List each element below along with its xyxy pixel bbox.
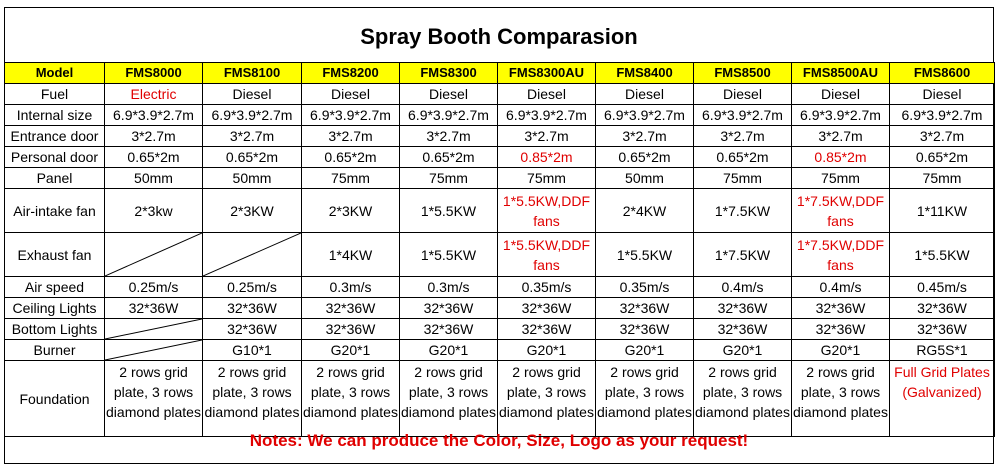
- table-cell: G20*1: [792, 340, 890, 361]
- table-cell: 32*36W: [694, 319, 792, 340]
- table-cell: 1*5.5KW,DDF fans: [498, 189, 596, 233]
- table-cell: Full Grid Plates (Galvanized): [890, 361, 995, 437]
- table-cell: 0.4m/s: [694, 277, 792, 298]
- table-cell: 32*36W: [498, 319, 596, 340]
- table-cell: 2 rows grid plate, 3 rows diamond plates: [302, 361, 400, 437]
- table-cell: 2 rows grid plate, 3 rows diamond plates: [596, 361, 694, 437]
- table-cell: 0.25m/s: [203, 277, 302, 298]
- header-cell-fms8500: FMS8500: [694, 63, 792, 84]
- table-cell: 32*36W: [890, 298, 995, 319]
- table-cell: 1*5.5KW: [400, 233, 498, 277]
- table-cell: 3*2.7m: [203, 126, 302, 147]
- table-cell: 3*2.7m: [694, 126, 792, 147]
- table-cell: 1*5.5KW: [596, 233, 694, 277]
- header-cell-fms8500au: FMS8500AU: [792, 63, 890, 84]
- table-cell: 32*36W: [890, 319, 995, 340]
- row-label: Foundation: [5, 361, 105, 437]
- table-cell: 3*2.7m: [498, 126, 596, 147]
- table-cell: 2 rows grid plate, 3 rows diamond plates: [498, 361, 596, 437]
- table-cell: 0.65*2m: [105, 147, 203, 168]
- empty-cell: [203, 233, 302, 277]
- table-row: [5, 319, 995, 340]
- table-cell: 0.65*2m: [596, 147, 694, 168]
- table-cell: Diesel: [890, 84, 995, 105]
- table-cell: Diesel: [498, 84, 596, 105]
- table-cell: 75mm: [498, 168, 596, 189]
- header-cell-fms8000: FMS8000: [105, 63, 203, 84]
- table-cell: 2*3KW: [203, 189, 302, 233]
- table-cell: 6.9*3.9*2.7m: [694, 105, 792, 126]
- row-label: Bottom Lights: [5, 319, 105, 340]
- table-cell: 2 rows grid plate, 3 rows diamond plates: [400, 361, 498, 437]
- header-cell-fms8100: FMS8100: [203, 63, 302, 84]
- table-cell: 2*4KW: [596, 189, 694, 233]
- table-cell: 2 rows grid plate, 3 rows diamond plates: [694, 361, 792, 437]
- table-cell: 6.9*3.9*2.7m: [890, 105, 995, 126]
- table-cell: 75mm: [890, 168, 995, 189]
- table-cell: 50mm: [105, 168, 203, 189]
- table-cell: 0.3m/s: [400, 277, 498, 298]
- empty-cell: [105, 319, 203, 340]
- table-cell: 32*36W: [400, 298, 498, 319]
- table-cell: 75mm: [302, 168, 400, 189]
- table-cell: Diesel: [596, 84, 694, 105]
- table-cell: G20*1: [596, 340, 694, 361]
- table-cell: 0.25m/s: [105, 277, 203, 298]
- header-cell-fms8300au: FMS8300AU: [498, 63, 596, 84]
- table-cell: 6.9*3.9*2.7m: [596, 105, 694, 126]
- table-cell: 50mm: [596, 168, 694, 189]
- table-cell: 0.3m/s: [302, 277, 400, 298]
- row-label: Air-intake fan: [5, 189, 105, 233]
- header-cell-fms8200: FMS8200: [302, 63, 400, 84]
- header-cell-fms8300: FMS8300: [400, 63, 498, 84]
- table-cell: 75mm: [694, 168, 792, 189]
- table-cell: 0.65*2m: [694, 147, 792, 168]
- table-cell: 3*2.7m: [596, 126, 694, 147]
- table-cell: 2*3KW: [302, 189, 400, 233]
- table-cell: 0.35m/s: [596, 277, 694, 298]
- row-label: Exhaust fan: [5, 233, 105, 277]
- row-label: Internal size: [5, 105, 105, 126]
- table-cell: 1*5.5KW: [890, 233, 995, 277]
- table-cell: 6.9*3.9*2.7m: [792, 105, 890, 126]
- header-cell-fms8600: FMS8600: [890, 63, 995, 84]
- notes-text: Notes: We can produce the Color, Size, Logo as your request!: [249, 431, 749, 450]
- table-cell: 32*36W: [400, 319, 498, 340]
- table-cell: G10*1: [203, 340, 302, 361]
- row-label: Fuel: [5, 84, 105, 105]
- row-label: Burner: [5, 340, 105, 361]
- table-row: [5, 277, 995, 298]
- table-cell: 6.9*3.9*2.7m: [105, 105, 203, 126]
- empty-cell: [105, 340, 203, 361]
- table-cell: 6.9*3.9*2.7m: [498, 105, 596, 126]
- table-row: [5, 189, 995, 233]
- table-cell: 32*36W: [498, 298, 596, 319]
- table-cell: 0.85*2m: [792, 147, 890, 168]
- table-row: [5, 168, 995, 189]
- table-cell: 3*2.7m: [400, 126, 498, 147]
- table-row: [5, 147, 995, 168]
- table-cell: 0.65*2m: [203, 147, 302, 168]
- table-cell: 32*36W: [694, 298, 792, 319]
- table-cell: Diesel: [400, 84, 498, 105]
- table-cell: 1*5.5KW: [400, 189, 498, 233]
- table-cell: 32*36W: [203, 319, 302, 340]
- table-cell: 75mm: [792, 168, 890, 189]
- table-cell: 2 rows grid plate, 3 rows diamond plates: [792, 361, 890, 437]
- table-cell: G20*1: [400, 340, 498, 361]
- table-cell: Diesel: [302, 84, 400, 105]
- table-cell: 32*36W: [302, 319, 400, 340]
- table-cell: G20*1: [694, 340, 792, 361]
- table-cell: 50mm: [203, 168, 302, 189]
- table-cell: 0.35m/s: [498, 277, 596, 298]
- page-title: Spray Booth Comparasion: [360, 24, 638, 49]
- table-cell: 32*36W: [792, 298, 890, 319]
- table-cell: 6.9*3.9*2.7m: [203, 105, 302, 126]
- table-cell: 3*2.7m: [792, 126, 890, 147]
- table-cell: 0.85*2m: [498, 147, 596, 168]
- header-row: [5, 63, 995, 84]
- table-cell: 32*36W: [596, 319, 694, 340]
- row-label: Ceiling Lights: [5, 298, 105, 319]
- table-cell: 2*3kw: [105, 189, 203, 233]
- table-cell: G20*1: [498, 340, 596, 361]
- row-label: Personal door: [5, 147, 105, 168]
- table-row: [5, 126, 995, 147]
- table-cell: 3*2.7m: [890, 126, 995, 147]
- table-cell: 1*4KW: [302, 233, 400, 277]
- table-row: [5, 233, 995, 277]
- table-cell: 0.4m/s: [792, 277, 890, 298]
- table-cell: Diesel: [792, 84, 890, 105]
- table-row: [5, 105, 995, 126]
- table-cell: 1*5.5KW,DDF fans: [498, 233, 596, 277]
- table-cell: 0.65*2m: [302, 147, 400, 168]
- table-cell: 6.9*3.9*2.7m: [302, 105, 400, 126]
- table-cell: 32*36W: [302, 298, 400, 319]
- table-cell: 2 rows grid plate, 3 rows diamond plates: [105, 361, 203, 437]
- table-cell: 3*2.7m: [302, 126, 400, 147]
- table-cell: 1*11KW: [890, 189, 995, 233]
- table-cell: 32*36W: [105, 298, 203, 319]
- table-cell: RG5S*1: [890, 340, 995, 361]
- table-cell: 0.65*2m: [890, 147, 995, 168]
- empty-cell: [105, 233, 203, 277]
- row-label: Entrance door: [5, 126, 105, 147]
- table-cell: 75mm: [400, 168, 498, 189]
- table-cell: 1*7.5KW: [694, 233, 792, 277]
- table-row: [5, 340, 995, 361]
- row-label: Panel: [5, 168, 105, 189]
- table-cell: 32*36W: [792, 319, 890, 340]
- table-row: [5, 298, 995, 319]
- header-cell-fms8400: FMS8400: [596, 63, 694, 84]
- table-cell: Electric: [105, 84, 203, 105]
- table-cell: 1*7.5KW: [694, 189, 792, 233]
- header-cell-model: Model: [5, 63, 105, 84]
- comparison-table: [4, 62, 995, 437]
- table-cell: 2 rows grid plate, 3 rows diamond plates: [203, 361, 302, 437]
- table-cell: Diesel: [694, 84, 792, 105]
- table-cell: 6.9*3.9*2.7m: [400, 105, 498, 126]
- table-cell: 0.65*2m: [400, 147, 498, 168]
- table-cell: 0.45m/s: [890, 277, 995, 298]
- row-label: Air speed: [5, 277, 105, 298]
- table-cell: G20*1: [302, 340, 400, 361]
- table-cell: 32*36W: [596, 298, 694, 319]
- table-cell: 32*36W: [203, 298, 302, 319]
- table-row: [5, 84, 995, 105]
- table-cell: 3*2.7m: [105, 126, 203, 147]
- table-cell: 1*7.5KW,DDF fans: [792, 189, 890, 233]
- table-cell: 1*7.5KW,DDF fans: [792, 233, 890, 277]
- table-cell: Diesel: [203, 84, 302, 105]
